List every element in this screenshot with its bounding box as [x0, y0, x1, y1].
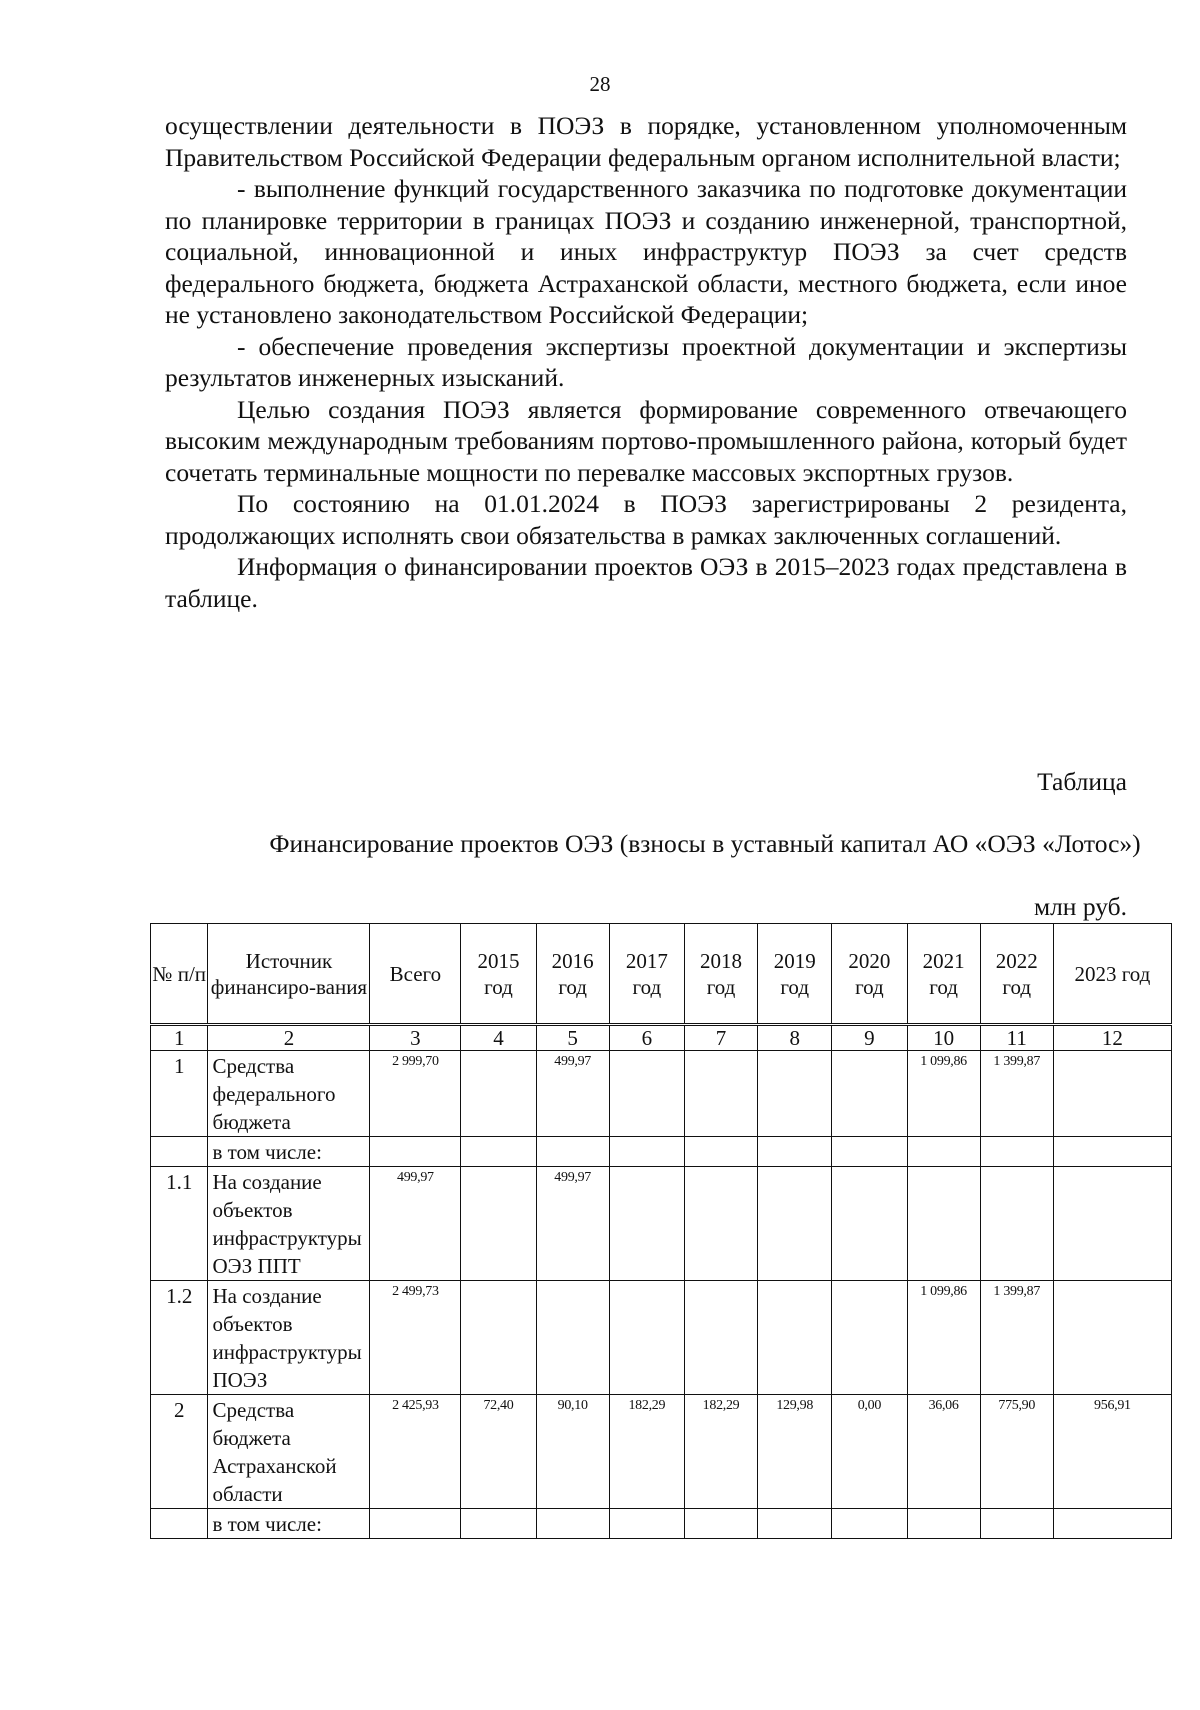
- header-cell: Всего: [370, 924, 461, 1025]
- page-number: 28: [589, 72, 611, 96]
- value-2018: [684, 1167, 757, 1281]
- value-2022: 775,90: [980, 1395, 1053, 1509]
- value-2020: [832, 1137, 907, 1167]
- value-2019: [758, 1167, 832, 1281]
- value-2015: [461, 1509, 536, 1539]
- table-row: [151, 1509, 1172, 1539]
- value-2019: [758, 1509, 832, 1539]
- value-2019: [758, 1051, 832, 1137]
- row-number: [151, 1509, 208, 1539]
- value-2020: [832, 1509, 907, 1539]
- value-2022: 1 399,87: [980, 1281, 1053, 1395]
- value-2023: [1053, 1137, 1171, 1167]
- funding-source: На создание объектов инфраструктуры ПОЭЗ: [208, 1281, 370, 1395]
- column-number: 5: [536, 1025, 609, 1051]
- value-2023: [1053, 1509, 1171, 1539]
- value-2015: [461, 1051, 536, 1137]
- table-row: [151, 1051, 1172, 1137]
- value-2018: [684, 1509, 757, 1539]
- value-2021: 1 099,86: [907, 1281, 980, 1395]
- value-2015: [461, 1167, 536, 1281]
- value-2018: 182,29: [684, 1395, 757, 1509]
- column-number: 10: [907, 1025, 980, 1051]
- value-2018: [684, 1281, 757, 1395]
- value-2022: [980, 1509, 1053, 1539]
- value-2020: [832, 1167, 907, 1281]
- total-value: 499,97: [370, 1167, 461, 1281]
- value-2021: 36,06: [907, 1395, 980, 1509]
- value-2019: [758, 1137, 832, 1167]
- paragraph: - выполнение функций государственного заказчика по подготовке документации по планировке территории в границах ПОЭЗ и созданию инженерной, транспортной, социальной, инновационной и иных инфраструктур ПОЭЗ за счет средств федерального бюджета, бюджета Астраханской области, местного бюджета, если иное не установлено законодательством Российской Федерации;: [165, 174, 1127, 329]
- value-2016: [536, 1509, 609, 1539]
- value-2022: [980, 1137, 1053, 1167]
- column-number: 1: [151, 1025, 208, 1051]
- row-number: 1.1: [151, 1167, 208, 1281]
- paragraph: осуществлении деятельности в ПОЭЗ в порядке, установленном уполномоченным Правительством Российской Федерации федеральным органом исполнительной власти;: [165, 111, 1127, 172]
- table-row: [151, 1167, 1172, 1281]
- total-value: 2 499,73: [370, 1281, 461, 1395]
- column-number: 3: [370, 1025, 461, 1051]
- total-value: 2 999,70: [370, 1051, 461, 1137]
- value-2015: 72,40: [461, 1395, 536, 1509]
- value-2015: [461, 1137, 536, 1167]
- column-number: 2: [208, 1025, 370, 1051]
- table-unit: млн руб.: [1033, 892, 1127, 921]
- value-2023: [1053, 1167, 1171, 1281]
- header-cell: 2015 год: [461, 924, 536, 1025]
- value-2017: [609, 1167, 684, 1281]
- funding-source: На создание объектов инфраструктуры ОЭЗ ППТ: [208, 1167, 370, 1281]
- value-2016: [536, 1281, 609, 1395]
- column-number: 7: [684, 1025, 757, 1051]
- header-cell: 2016 год: [536, 924, 609, 1025]
- value-2021: [907, 1137, 980, 1167]
- financing-table: [150, 923, 1172, 1539]
- row-number: 1.2: [151, 1281, 208, 1395]
- funding-source: Средства федерального бюджета: [208, 1051, 370, 1137]
- value-2017: [609, 1137, 684, 1167]
- table-row: [151, 1281, 1172, 1395]
- value-2017: [609, 1509, 684, 1539]
- total-value: 2 425,93: [370, 1395, 461, 1509]
- value-2016: [536, 1137, 609, 1167]
- header-cell: 2021 год: [907, 924, 980, 1025]
- row-number: 2: [151, 1395, 208, 1509]
- header-cell: 2017 год: [609, 924, 684, 1025]
- value-2020: [832, 1281, 907, 1395]
- value-2020: [832, 1051, 907, 1137]
- row-number: 1: [151, 1051, 208, 1137]
- value-2018: [684, 1137, 757, 1167]
- paragraph: По состоянию на 01.01.2024 в ПОЭЗ зарегистрированы 2 резидента, продолжающих исполнять свои обязательства в рамках заключенных соглашений.: [165, 489, 1127, 550]
- value-2022: 1 399,87: [980, 1051, 1053, 1137]
- value-2016: 499,97: [536, 1167, 609, 1281]
- header-cell: Источник финансиро-вания: [208, 924, 370, 1025]
- value-2016: 90,10: [536, 1395, 609, 1509]
- header-cell: 2020 год: [832, 924, 907, 1025]
- value-2023: [1053, 1281, 1171, 1395]
- header-cell: № п/п: [151, 924, 208, 1025]
- total-value: [370, 1137, 461, 1167]
- value-2019: [758, 1281, 832, 1395]
- value-2017: [609, 1051, 684, 1137]
- paragraph: - обеспечение проведения экспертизы проектной документации и экспертизы результатов инженерных изысканий.: [165, 331, 1127, 392]
- column-number: 9: [832, 1025, 907, 1051]
- funding-source: Средства бюджета Астраханской области: [208, 1395, 370, 1509]
- value-2023: 956,91: [1053, 1395, 1171, 1509]
- value-2015: [461, 1281, 536, 1395]
- header-cell: 2023 год: [1053, 924, 1171, 1025]
- column-number: 11: [980, 1025, 1053, 1051]
- column-number: 6: [609, 1025, 684, 1051]
- value-2020: 0,00: [832, 1395, 907, 1509]
- column-number: 12: [1053, 1025, 1171, 1051]
- row-number: [151, 1137, 208, 1167]
- value-2021: 1 099,86: [907, 1051, 980, 1137]
- header-cell: 2022 год: [980, 924, 1053, 1025]
- value-2021: [907, 1167, 980, 1281]
- column-number: 8: [758, 1025, 832, 1051]
- column-number-row: [151, 1025, 1172, 1051]
- table-row: [151, 1395, 1172, 1509]
- paragraph: Целью создания ПОЭЗ является формирование современного отвечающего высоким международным требованиям портово-промышленного района, который будет сочетать терминальные мощности по перевалке массовых экспортных грузов.: [165, 394, 1127, 487]
- table-header-row: [151, 924, 1172, 1025]
- table-row: [151, 1137, 1172, 1167]
- funding-source: в том числе:: [208, 1509, 370, 1539]
- table-label: Таблица: [1037, 767, 1127, 796]
- value-2023: [1053, 1051, 1171, 1137]
- table-caption: Финансирование проектов ОЭЗ (взносы в уставный капитал АО «ОЭЗ «Лотос»): [269, 829, 1141, 858]
- value-2021: [907, 1509, 980, 1539]
- value-2016: 499,97: [536, 1051, 609, 1137]
- value-2017: [609, 1281, 684, 1395]
- value-2018: [684, 1051, 757, 1137]
- header-cell: 2018 год: [684, 924, 757, 1025]
- value-2019: 129,98: [758, 1395, 832, 1509]
- total-value: [370, 1509, 461, 1539]
- header-cell: 2019 год: [758, 924, 832, 1025]
- paragraph: Информация о финансировании проектов ОЭЗ в 2015–2023 годах представлена в таблице.: [165, 552, 1127, 613]
- column-number: 4: [461, 1025, 536, 1051]
- value-2022: [980, 1167, 1053, 1281]
- body-text: [165, 110, 1127, 614]
- funding-source: в том числе:: [208, 1137, 370, 1167]
- value-2017: 182,29: [609, 1395, 684, 1509]
